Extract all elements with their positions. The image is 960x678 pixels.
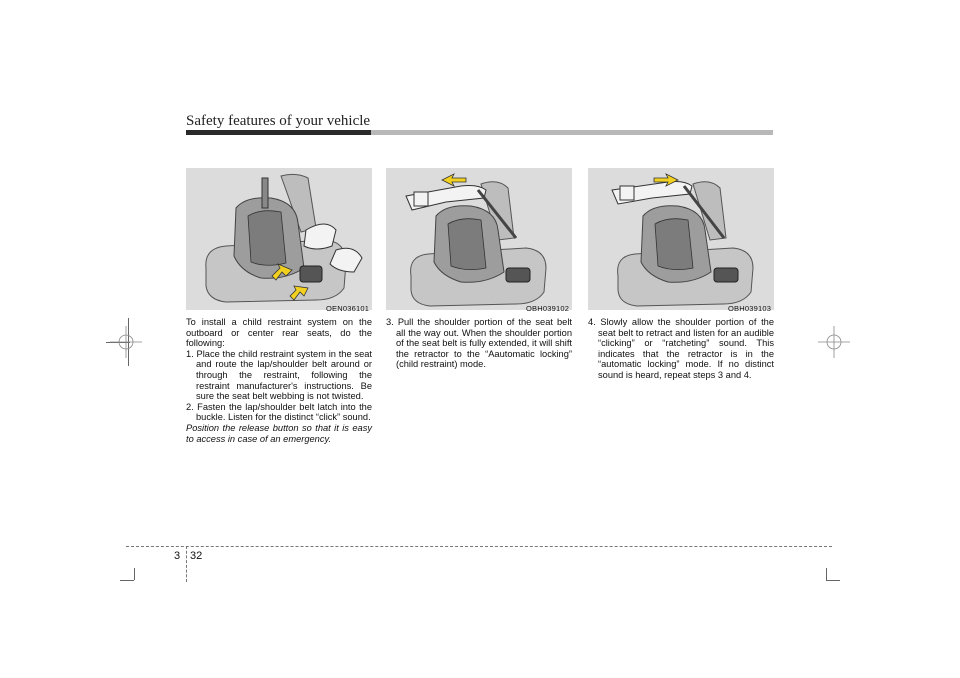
title-rule-accent [186, 130, 371, 135]
figure-child-seat-buckle [186, 168, 372, 310]
note-release-button: Position the release button so that it is easy to access in case of an emergency. [186, 422, 372, 444]
registration-mark-left [110, 326, 142, 358]
figure-code: OEN036101 [326, 304, 370, 313]
column-1 [186, 317, 372, 444]
figure-retract-shoulder-belt [588, 168, 774, 310]
figure-pull-shoulder-belt [386, 168, 572, 310]
step-1: 1. Place the child restraint system in the seat and route the lap/shoulder belt around or through the restraint, following the restraint manufacturer's instructions. Be sure the seat belt webbing is not twisted. [186, 348, 372, 402]
step-3: 3. Pull the shoulder portion of the seat belt all the way out. When the shoulder portion of the seat belt is fully extended, it will shift the retractor to the “Aautomatic locking” (child restraint) mode. [386, 317, 572, 370]
chapter-number: 3 [174, 550, 181, 562]
step-2: 2. Fasten the lap/shoulder belt latch into the buckle. Listen for the distinct “click” sound. [186, 401, 372, 423]
footer-divider [186, 546, 187, 582]
column-3 [588, 317, 774, 381]
step-4: 4. Slowly allow the shoulder portion of the seat belt to retract and listen for an audible “clicking” or “ratcheting” sound. This indicates that the retractor is in the “automatic locking” mode. If no distinct sound is heard, repeat steps 3 and 4. [588, 317, 774, 380]
intro-paragraph: To install a child restraint system on the outboard or center rear seats, do the following: [186, 317, 372, 349]
crop-mark [134, 568, 135, 580]
child-seat-buckle-illustration [186, 168, 372, 310]
retract-belt-illustration [588, 168, 774, 310]
crop-mark [826, 568, 827, 580]
page-number: 32 [190, 550, 203, 562]
section-title: Safety features of your vehicle [186, 113, 371, 129]
pull-belt-illustration [386, 168, 572, 310]
figure-code: OBH039103 [728, 304, 772, 313]
footer-rule [126, 546, 832, 547]
figure-code: OBH039102 [526, 304, 570, 313]
registration-mark-right [818, 326, 850, 358]
column-2 [386, 317, 572, 370]
crop-mark [826, 580, 840, 581]
crop-mark [120, 580, 134, 581]
